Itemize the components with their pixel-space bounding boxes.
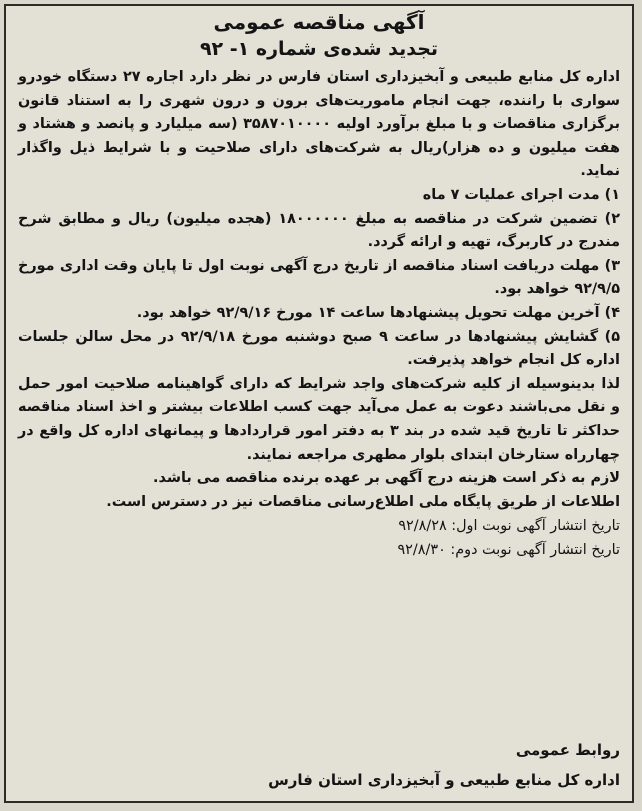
condition-item-3: ۳) مهلت دریافت اسناد مناقصه از تاریخ درج آگهی نوبت اول تا پایان وقت اداری مورخ ۹۲/۹/۵ خواهد بود. [18, 257, 620, 298]
first-publication-date: تاریخ انتشار آگهی نوبت اول: ۹۲/۸/۲۸ [398, 518, 620, 535]
publication-dates [18, 514, 620, 562]
signature-org: اداره کل منابع طبیعی و آبخیزداری استان فارس [268, 771, 620, 789]
signature-dept: روابط عمومی [515, 741, 620, 759]
tender-notice [4, 4, 634, 803]
info-note: اطلاعات از طریق پایگاه ملی اطلاع‌رسانی مناقصات نیز در دسترس است. [106, 493, 620, 510]
signature-block [268, 735, 620, 795]
intro-paragraph: اداره کل منابع طبیعی و آبخیزداری استان فارس در نظر دارد اجاره ۲۷ دستگاه خودرو سواری با راننده، جهت انجام ماموریت‌های برون و درون شهری را به استناد قانون برگزاری مناقصات و با مبلغ برآورد اولیه ۳۵۸۷۰۱۰۰۰۰ (سه میلیارد و پانصد و هشتاد و هفت میلیون و ده هزار)ریال به شرکت‌های دارای صلاحیت و با شرایط ذیل واگذار نماید. [18, 69, 620, 180]
cost-note: لازم به ذکر است هزینه درج آگهی بر عهده برنده مناقصه می باشد. [153, 470, 620, 487]
notice-title: آگهی مناقصه عمومی [213, 10, 425, 34]
condition-item-1: ۱) مدت اجرای عملیات ۷ ماه [422, 186, 620, 203]
closing-paragraph: لذا بدینوسیله از کلیه شرکت‌های واجد شرایط که دارای گواهینامه صلاحیت امور حمل و نقل می‌باشند دعوت به عمل می‌آید جهت کسب اطلاعات بیشتر و اخذ اسناد مناقصه حداکثر تا تاریخ قید شده در بند ۳ به دفتر امور قراردادها و پیمانهای اداره کل واقع در چهارراه ستارخان ابتدای بلوار مطهری مراجعه نمایند. [18, 375, 620, 463]
condition-item-5: ۵) گشایش پیشنهادها در ساعت ۹ صبح دوشنبه مورخ ۹۲/۹/۱۸ در محل سالن جلسات اداره کل انجام خواهد پذیرفت. [18, 328, 621, 369]
condition-item-4: ۴) آخرین مهلت تحویل پیشنهادها ساعت ۱۴ مورخ ۹۲/۹/۱۶ خواهد بود. [136, 304, 620, 321]
condition-item-2: ۲) تضمین شرکت در مناقصه به مبلغ ۱۸۰۰۰۰۰۰ (هجده میلیون) ریال و مطابق شرح مندرج در کاربرگ، تهیه و ارائه گردد. [18, 210, 620, 251]
notice-subtitle: تجدید شده‌ی شماره ۱- ۹۲ [199, 38, 439, 60]
second-publication-date: تاریخ انتشار آگهی نوبت دوم: ۹۲/۸/۳۰ [397, 542, 620, 559]
notice-body [18, 66, 620, 514]
